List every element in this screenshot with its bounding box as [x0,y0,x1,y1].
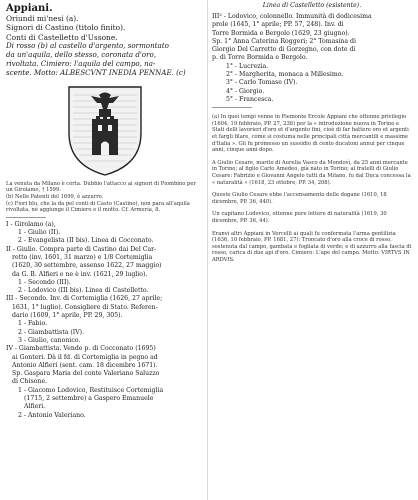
child-item: 1° - Lucrezia. [226,62,269,70]
note-paragraph: A Giulio Cesare, marito di Aurelia Vasco da Mondovì, da 25 anni mercante in Torino; al figlio Carlo Amedeo, già nato in Torino; ai fratelli di Giulio Cesare: Fabrizio e Giovanni Angelo tutti da Milano, fu dal Duca concessa la « naturalità » (1618, 23 ottobre, PP. 34, 208). [212,159,411,186]
coat-of-arms-image [63,81,147,179]
family-title: Appiani. [6,3,53,14]
genealogy-line: (1620, 30 settembre, assenso 1622, 27 maggio) [12,262,162,270]
genealogy-line: 1631, 1° luglio). Consigliere di Stato. Referen- [12,303,158,311]
genealogy-line: di Chisone. [12,378,48,386]
county-line: Conti di Castelletto d'Ussone. [6,32,118,42]
genealogy-line: retto (inv. 1601, 31 marzo) e 1/8 Cortemiglia [12,254,153,261]
arms-description [6,42,204,78]
genealogy-line: Antonio Alfieri (sent. cam. 18 dicembre 1671). [12,361,158,369]
genealogy-list [6,221,204,420]
footnote: (b) Nelle Patenti del 1699, è azzurro. [6,194,104,201]
genealogy-line: 1 - Secondo (III). [18,278,71,286]
genealogy-line: II - Giulio. Compra parte di Castino dai Del Car- [6,245,157,253]
genealogy-line: 2 - Giambattista (IV). [18,328,85,336]
child-item: 2° - Margherita, monaca a Millesimo. [226,71,344,79]
genealogy-line: Alfieri. [24,403,46,411]
genealogy-line: 2 - Antonio Valeriano. [18,411,86,419]
line-header: Linea di Castelletto (esistente). [262,2,362,9]
genealogy-line: 3 - Giulio, canonico. [18,336,81,344]
note-paragraph: Eranvi altri Appiani in Vercelli ai quali fu confermata l'arma gentilizia (1636, 10 febbraio, PP. 1681, 27): Troncato d'oro alla croce di rosso, sostenuta dal campo, gambata e fogliata di verde; e di azzurro alla fascia di rosso, carica di due api d'oro. Cimiero: L'ape del campo. Motto: VIRTVS IN ARDVIS. [212,230,412,263]
paragraph-line: Torre Bormida e Bergolo (1629, 23 giugno). [212,29,350,37]
note-paragraph: Questo Giulio Cesare ebbe l'accensamento delle dogane (1610, 18 dicembre, PP. 36, 440). [212,192,387,205]
paragraph-line: p. di Torre Bormida e Bergolo. [212,54,308,62]
genealogy-line: 1 - Giacomo Lodovico, Restituisce Cortemiglia [18,386,164,394]
arms-line: rivoltata. Cimiero: l'aquila del campo, na- [6,59,156,69]
arms-line: Di rosso (b) al castello d'argento, sormontato [6,41,169,51]
genealogy-line: I - Girolamo (a), [6,220,56,228]
notes-block [212,114,412,263]
genealogy-line: 2 - Evangelista (II bis). Linea di Cocconato. [18,237,154,245]
arms-line: scente. Motto: ALBESCVNT INEDIA PENNAE. (c) [6,67,186,77]
genealogy-line: Sp. Gaspara Maria del conte Valeriano Saluzzo [12,370,160,378]
paragraph-line: III² - Lodovico, colonnello. Immunità di dodicesima [212,13,372,20]
main-paragraph [212,13,412,63]
footnote: La venuta da Milano è certa. Dubbio l'attacco ai signori di Piombino per un Girolamo, † 1599. [6,180,196,194]
note-paragraph: (a) In quei tempi venne in Piemonte Ercole Appiani che ottenne privilegio (1604, 19 febbraio, PP. 27, 238) per la « introduzione nuova in Torino e Stati delli lavorieri d'oro et d'argento fini, cioè di far battere oro et argenti et fargli filare, come si costuma nelle principali città mercantili e massime d'Italia ». Gli fu promesso un sussidio di cento ducatoni annui per cinque anni, cinque anni dopo. [212,114,409,154]
child-item: 4° - Giorgio. [226,87,265,95]
paragraph-line: prole (1645, 1° aprile; PP. 57, 248). Inv. di [212,21,344,29]
right-column [212,0,412,264]
genealogy-line: IV - Giambattista. Vende p. di Cocconato (1695) [6,345,156,353]
column-divider [207,0,208,500]
paragraph-line: Sp. 1° Anna Caterina Roggeri; 2° Tomasina di [212,37,356,45]
child-item: 5° - Francesca. [226,95,274,103]
origin-line: Oriundi mi'nesi (a). [6,14,79,23]
genealogy-line: da G. B. Alfieri e ne è inv. (1621, 29 luglio). [12,270,148,278]
child-item: 3° - Carlo Tomase (IV). [226,79,298,87]
genealogy-line: 2 - Lodovico (III bis). Linea di Castelletto. [18,287,149,295]
genealogy-line: dario (1609, 1° aprile, PP. 29, 305). [12,312,123,320]
children-list [212,63,412,104]
note-paragraph: Un capitano Lodovico, ottenne pure lettere di naturalità (1619, 30 dicembre, PP. 36, 44). [212,211,387,224]
genealogy-line: ai Gonteri. Dà il fd. di Cortemiglia in pegno ad [12,353,158,361]
genealogy-line: 1 - Giulio (II). [18,229,61,237]
genealogy-line: (1715, 2 settembre) a Gaspero Emanuele [24,395,154,403]
heading-block [6,14,204,42]
left-column [6,0,204,420]
lordship-line: Signori di Castino (titolo finito). [6,23,126,33]
footnote: (c) Fiori blu, che la da pel conti di Casto (Castino), non para all'aquila rivoltata, nè aggiunge il Cimiero e il motto. Cf. Armeria, 8. [6,200,190,214]
genealogy-line: III - Secondo. Inv. di Cortemiglia (1626, 27 aprile; [6,295,163,303]
paragraph-line: Giorgio Del Carretto di Gorzegno, con dote di [212,46,356,54]
arms-line: da un'aquila, dello stesso, coronata d'oro, [6,50,156,60]
section-rule [6,217,46,218]
genealogy-line: 1 - Fabio. [18,320,48,328]
section-rule [212,107,252,108]
